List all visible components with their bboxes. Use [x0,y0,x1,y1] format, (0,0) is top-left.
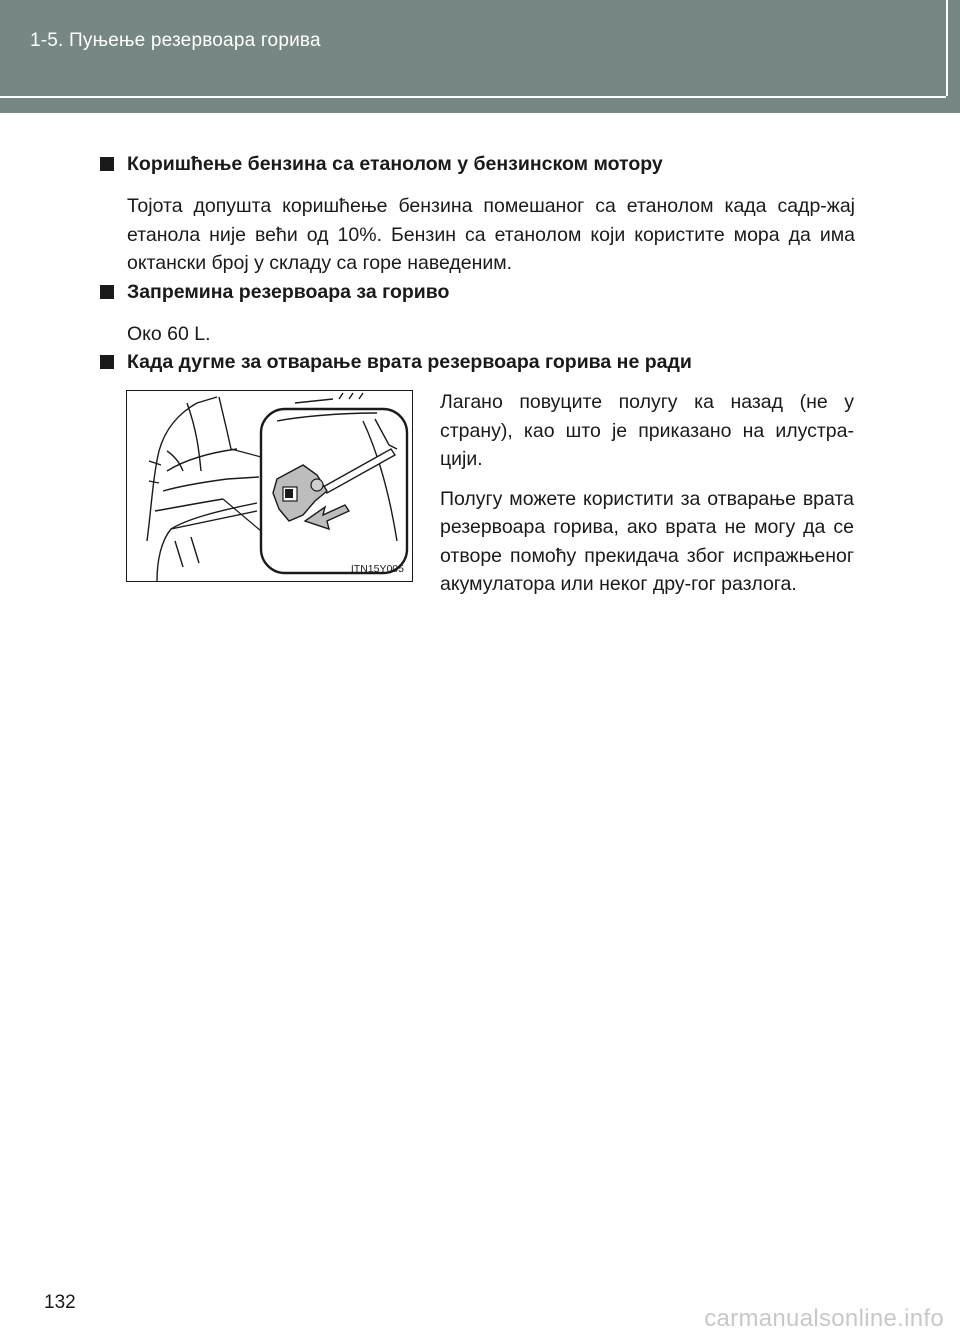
header-divider-vertical [946,0,948,96]
square-bullet-icon [100,355,114,369]
watermark: carmanualsonline.info [704,1305,944,1332]
instruction-paragraph: Лагано повуците полугу ка назад (не у страну), као што је приказано на илустра-цији. [440,391,854,470]
pull-arrow-icon [305,505,349,529]
section-body: Око 60 L. [127,323,211,345]
lever-illustration [126,390,413,582]
section-fuel-door-button [100,348,855,376]
lever-instructions [440,388,854,610]
section-heading [100,348,855,376]
trunk-illustration [127,391,413,582]
section-heading-text: Коришћење бензина са етанолом у бензинском мотору [127,153,663,175]
section-heading [100,150,855,178]
section-ethanol [100,150,855,278]
section-heading [100,278,855,306]
header-divider-horizontal [0,96,946,98]
chapter-title: 1-5. Пуњење резервоара горива [30,30,321,51]
square-bullet-icon [100,285,114,299]
section-heading-text: Када дугме за отварање врата резервоара горива не ради [127,351,692,373]
section-body: Тојота допушта коришћење бензина помешаног са етанолом када садр-жај етанола није већи од 10%. Бензин са етанолом који користите мора да има октански број у складу са горе наведеним. [127,195,855,274]
square-bullet-icon [100,157,114,171]
figure-code: ITN15Y005 [350,563,404,575]
page-number: 132 [44,1292,76,1313]
instruction-paragraph: Полугу можете користити за отварање врата резервоара горива, ако врата не могу да се отворе помоћу прекидача због испражњеног акумулатора или неког дру-гог разлога. [440,487,854,595]
section-tank-capacity [100,278,855,349]
section-heading-text: Запремина резервоара за гориво [127,281,450,303]
page-header [0,0,960,113]
